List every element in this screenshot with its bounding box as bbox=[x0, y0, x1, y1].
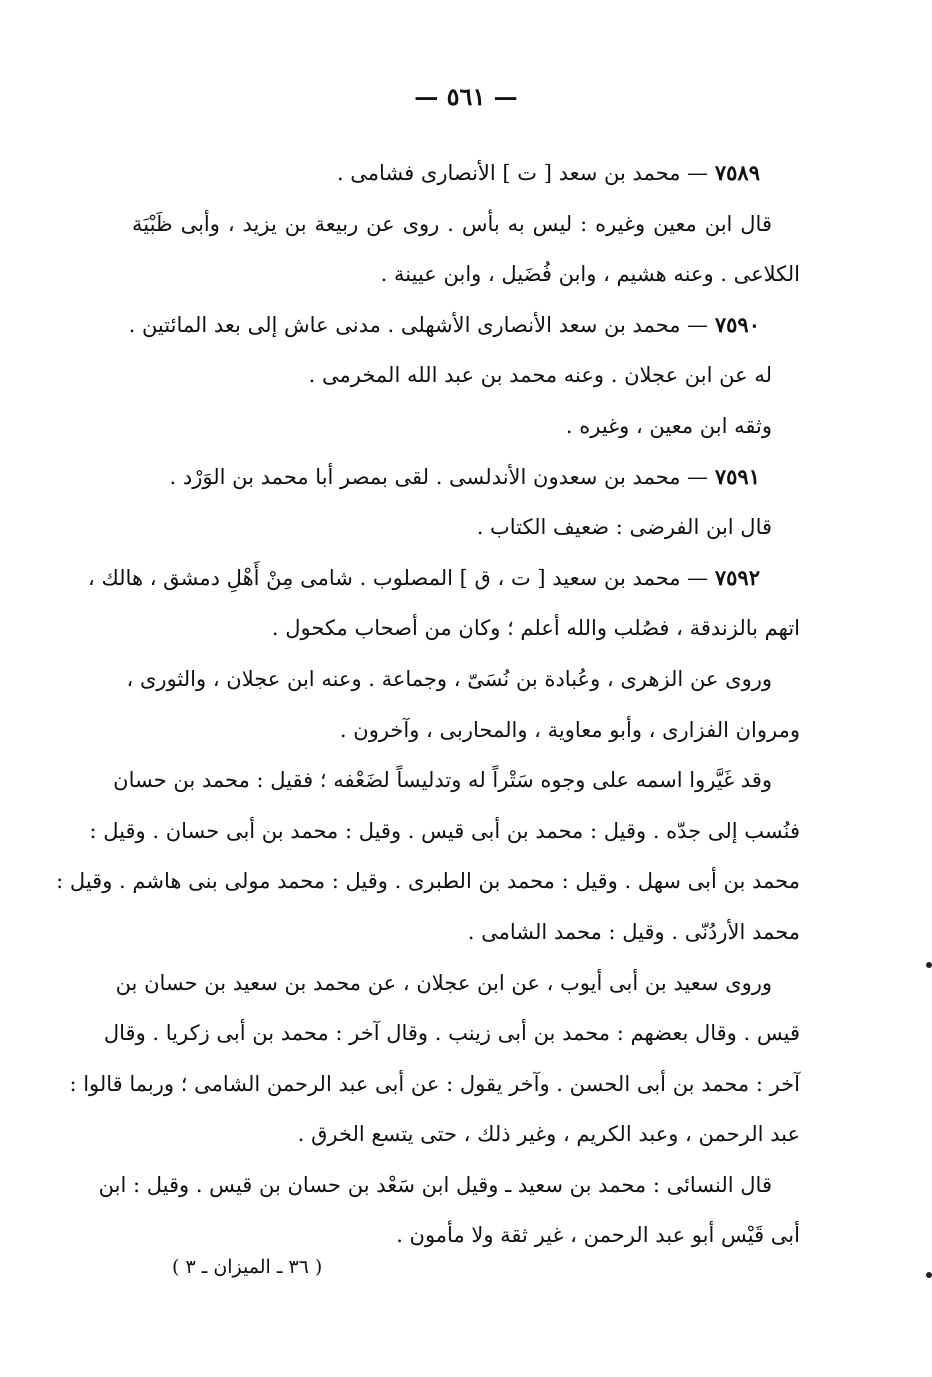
text-line: ومروان الفزارى ، وأبو معاوية ، والمحاربى ، وآخرون . bbox=[339, 717, 800, 742]
text-line: اتهم بالزندقة ، فصُلب والله أعلم ؛ وكان من أصحاب مكحول . bbox=[271, 616, 800, 641]
text-line: محمد بن أبى سهل . وقيل : محمد بن الطبرى . وقيل : محمد مولى بنى هاشم . وقيل : bbox=[56, 869, 800, 894]
entry-text: — محمد بن سعد [ ت ] الأنصارى فشامى . bbox=[336, 161, 709, 185]
entry-text: — محمد بن سعيد [ ت ، ق ] المصلوب . شامى مِنْ أَهْلِ دمشق ، هالك ، bbox=[88, 565, 709, 590]
text-line: قيس . وقال بعضهم : محمد بن أبى زينب . وقال آخر : محمد بن أبى زكريا . وقال bbox=[103, 1021, 800, 1046]
text-line: آخر : محمد بن أبى الحسن . وآخر يقول : عن أبى عبد الرحمن الشامى ؛ وربما قالوا : bbox=[69, 1071, 800, 1096]
entry-line bbox=[88, 553, 800, 604]
text-line: له عن ابن عجلان . وعنه محمد بن عبد الله المخرمى . bbox=[308, 363, 772, 388]
entry-number: ٧٥٩٠ bbox=[714, 311, 760, 337]
entry-line bbox=[132, 452, 800, 503]
entry-number: ٧٥٩٢ bbox=[714, 564, 760, 590]
margin-dot bbox=[926, 1272, 932, 1278]
entry-text: — محمد بن سعدون الأندلسى . لقى بمصر أبا محمد بن الوَرْد . bbox=[169, 464, 709, 489]
text-line: قال ابن معين وغيره : ليس به بأس . روى عن ربيعة بن يزيد ، وأبى ظَبْيَة bbox=[132, 211, 772, 236]
footer-signature: ( ٣٦ ـ الميزان ـ ٣ ) bbox=[172, 1256, 323, 1278]
entry-number: ٧٥٨٩ bbox=[714, 160, 760, 185]
text-line: محمد الأردُنّى . وقيل : محمد الشامى . bbox=[467, 919, 800, 944]
text-line: الكلاعى . وعنه هشيم ، وابن فُضَيل ، وابن عيينة . bbox=[380, 262, 800, 287]
text-line: وقد غَيَّروا اسمه على وجوه سَتْراً له وتدليساً لضَعْفه ؛ فقيل : محمد بن حسان bbox=[113, 768, 772, 793]
text-line: قال النسائى : محمد بن سعيد ـ وقيل ابن سَعْد بن حسان بن قيس . وقيل : ابن bbox=[98, 1172, 772, 1197]
text-line: وروى عن الزهرى ، وعُبادة بن نُسَىّ ، وجماعة . وعنه ابن عجلان ، والثورى ، bbox=[126, 666, 772, 691]
margin-dot bbox=[926, 962, 932, 968]
text-body bbox=[56, 148, 800, 1261]
entry-text: — محمد بن سعد الأنصارى الأشهلى . مدنى عاش إلى بعد المائتين . bbox=[128, 312, 709, 337]
text-line: فنُسب إلى جدّه . وقيل : محمد بن أبى قيس . وقيل : محمد بن أبى حسان . وقيل : bbox=[89, 818, 800, 843]
page-number: — ٥٦١ — bbox=[414, 82, 518, 111]
text-line: قال ابن الفرضى : ضعيف الكتاب . bbox=[476, 515, 772, 540]
entry-line bbox=[128, 300, 800, 351]
text-line: عبد الرحمن ، وعبد الكريم ، وغير ذلك ، حتى يتسع الخرق . bbox=[297, 1122, 800, 1147]
text-line: وروى سعيد بن أبى أيوب ، عن ابن عجلان ، عن محمد بن سعيد بن حسان بن bbox=[115, 970, 772, 995]
entry-number: ٧٥٩١ bbox=[714, 463, 760, 489]
text-line: أبى قَيْس أبو عبد الرحمن ، غير ثقة ولا مأمون . bbox=[396, 1223, 800, 1248]
text-line: وثقه ابن معين ، وغيره . bbox=[565, 413, 772, 438]
entry-line bbox=[132, 148, 800, 199]
